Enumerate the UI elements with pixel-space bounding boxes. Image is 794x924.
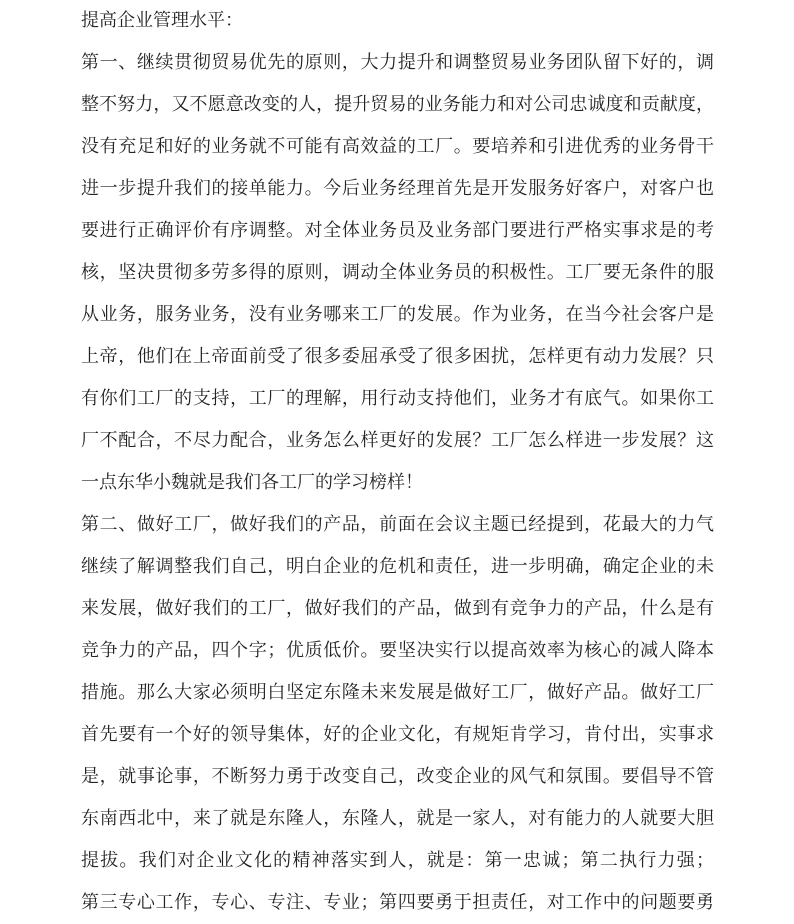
text-line: 上帝，他们在上帝面前受了很多委屈承受了很多困扰，怎样更有动力发展？只 xyxy=(81,346,714,367)
text-line: 继续了解调整我们自己，明白企业的危机和责任，进一步明确，确定企业的未 xyxy=(81,556,714,577)
text-line: 从业务，服务业务，没有业务哪来工厂的发展。作为业务，在当今社会客户是 xyxy=(81,304,714,325)
text-line: 首先要有一个好的领导集体，好的企业文化，有规矩肯学习，肯付出，实事求 xyxy=(81,724,714,745)
text-line: 来发展，做好我们的工厂，做好我们的产品，做到有竞争力的产品，什么是有 xyxy=(81,598,714,619)
text-line: 核，坚决贯彻多劳多得的原则，调动全体业务员的积极性。工厂要无条件的服 xyxy=(81,262,714,283)
text-line: 第三专心工作，专心、专注、专业；第四要勇于担责任，对工作中的问题要勇 xyxy=(81,892,714,913)
paragraph-section-1 xyxy=(81,42,714,504)
text-line: 是，就事论事，不断努力勇于改变自己，改变企业的风气和氛围。要倡导不管 xyxy=(81,766,714,787)
text-line: 整不努力，又不愿意改变的人，提升贸易的业务能力和对公司忠诚度和贡献度， xyxy=(81,94,714,115)
text-line: 第一、继续贯彻贸易优先的原则，大力提升和调整贸易业务团队留下好的，调 xyxy=(81,52,714,73)
text-line: 厂不配合，不尽力配合，业务怎么样更好的发展？工厂怎么样进一步发展？这 xyxy=(81,430,714,451)
paragraph-heading xyxy=(81,0,714,42)
text-line: 进一步提升我们的接单能力。今后业务经理首先是开发服务好客户，对客户也 xyxy=(81,178,714,199)
paragraph-section-2 xyxy=(81,504,714,924)
text-line: 东南西北中，来了就是东隆人，东隆人，就是一家人，对有能力的人就要大胆 xyxy=(81,808,714,829)
text-line: 提拔。我们对企业文化的精神落实到人，就是：第一忠诚；第二执行力强； xyxy=(81,850,714,871)
document-content xyxy=(81,0,714,924)
text-line: 竞争力的产品，四个字；优质低价。要坚决实行以提高效率为核心的减人降本 xyxy=(81,640,714,661)
text-line: 要进行正确评价有序调整。对全体业务员及业务部门要进行严格实事求是的考 xyxy=(81,220,714,241)
text-line: 措施。那么大家必须明白坚定东隆未来发展是做好工厂，做好产品。做好工厂 xyxy=(81,682,714,703)
text-line: 一点东华小魏就是我们各工厂的学习榜样！ xyxy=(81,472,423,493)
text-line: 有你们工厂的支持，工厂的理解，用行动支持他们，业务才有底气。如果你工 xyxy=(81,388,714,409)
text-line: 第二、做好工厂，做好我们的产品，前面在会议主题已经提到，花最大的力气 xyxy=(81,514,714,535)
text-line: 没有充足和好的业务就不可能有高效益的工厂。要培养和引进优秀的业务骨干 xyxy=(81,136,714,157)
text-line: 提高企业管理水平： xyxy=(81,10,243,31)
